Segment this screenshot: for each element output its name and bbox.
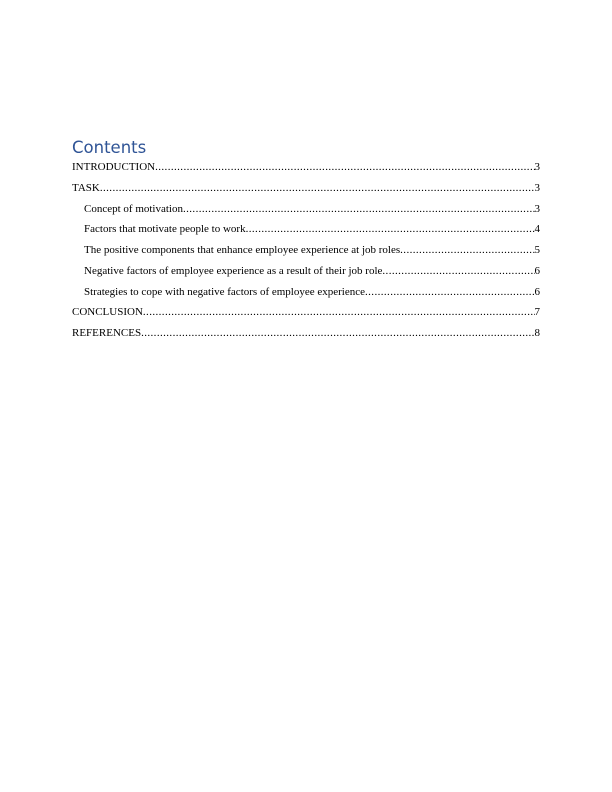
toc-page-number: 4 [534,223,540,236]
toc-dot-leader [100,178,535,199]
toc-heading: Contents [72,138,147,157]
toc-entry-introduction[interactable] [72,157,540,178]
toc-page-number: 7 [534,306,540,319]
toc-entry-concept-of-motivation[interactable] [72,199,540,220]
toc-page-number: 6 [534,264,540,277]
toc-page-number: 8 [534,327,540,339]
toc-dot-leader [155,157,534,178]
toc-entry-task[interactable] [72,178,540,199]
toc-page-number: 3 [534,161,540,173]
toc-entry-title: Strategies to cope with negative factors of employee experience [84,285,365,298]
toc-page-number: 3 [534,181,540,194]
toc-entry-strategies[interactable] [72,282,540,303]
toc-entry-conclusion[interactable] [72,302,540,323]
toc-entry-references[interactable] [72,323,540,344]
toc-entry-title: Concept of motivation [84,202,183,215]
toc-dot-leader [365,282,535,303]
toc-dot-leader [246,219,535,240]
toc-entry-factors-motivate[interactable] [72,219,540,240]
toc-dot-leader [183,199,535,220]
toc-entry-title: CONCLUSION [72,306,143,319]
toc-entry-title: INTRODUCTION [72,161,156,173]
toc-entry-title: Factors that motivate people to work [84,223,246,236]
toc-dot-leader [400,240,534,261]
toc-entry-title: The positive components that enhance employee experience at job roles [84,244,401,256]
table-of-contents [72,157,540,344]
toc-page-number: 6 [534,285,540,298]
toc-entry-title: TASK [72,181,100,194]
toc-dot-leader [143,302,535,323]
toc-dot-leader [141,323,534,344]
toc-dot-leader [382,261,534,282]
toc-entry-negative-factors[interactable] [72,261,540,282]
toc-page-number: 5 [534,244,540,256]
toc-page-number: 3 [534,202,540,215]
toc-entry-title: REFERENCES [72,327,142,339]
toc-entry-positive-components[interactable] [72,240,540,261]
toc-entry-title: Negative factors of employee experience as a result of their job role [84,264,383,277]
